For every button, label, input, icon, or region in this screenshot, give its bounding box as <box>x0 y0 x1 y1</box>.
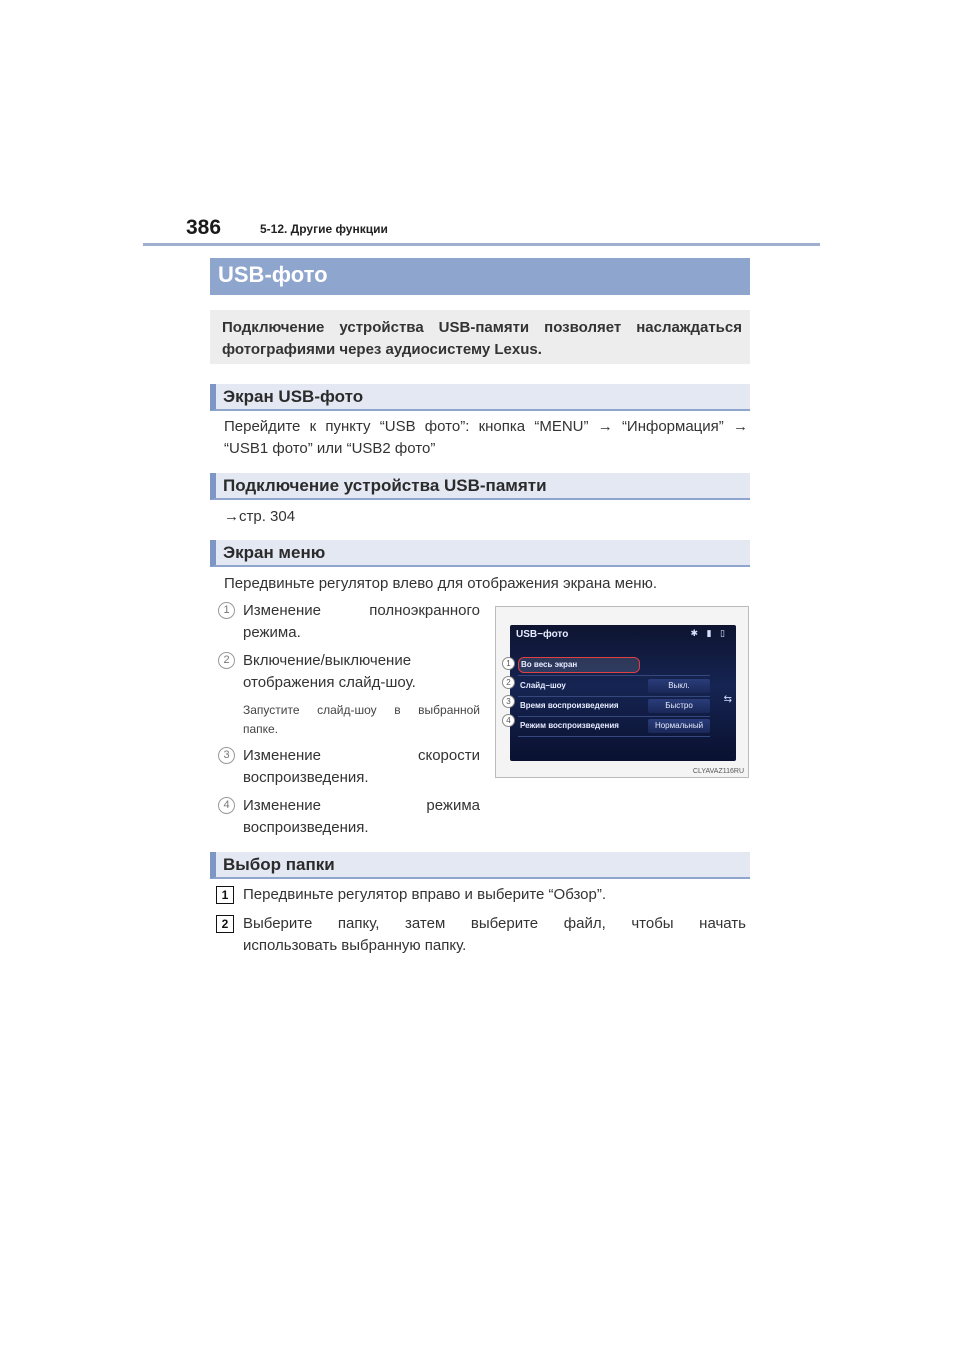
page-number: 386 <box>186 216 222 239</box>
section-heading-connect-label: Подключение устройства USB-памяти <box>223 476 547 495</box>
screen-row-playmode <box>518 719 710 733</box>
screen-title: USB−фото <box>516 629 569 640</box>
item-2-note-line2: папке. <box>243 722 279 736</box>
screen-callout-2: 2 <box>502 676 515 689</box>
step-2-line2: использовать выбранную папку. <box>243 937 467 954</box>
screen-row-slideshow-label: Слайд−шоу <box>520 681 566 690</box>
section-heading-folder <box>210 852 750 879</box>
item-2-line1: Включение/выключение <box>243 652 412 669</box>
step-1-text: Передвиньте регулятор вправо и выберите “Обзор”. <box>243 886 607 903</box>
step-2-line1: Выберите папку, затем выберите файл, чтобы начать <box>243 915 746 932</box>
header-divider <box>143 243 820 246</box>
item-1-line1: Изменение полноэкранного <box>243 602 480 619</box>
screen-row-playmode-label: Режим воспроизведения <box>520 721 619 730</box>
item-2-note-line1: Запустите слайд-шоу в выбранной <box>243 703 480 717</box>
item-number-1: 1 <box>218 602 235 619</box>
display-screen <box>510 625 736 761</box>
section-heading-menu-label: Экран меню <box>223 543 326 562</box>
screen-callout-4: 4 <box>502 714 515 727</box>
screen-divider <box>518 736 710 737</box>
page-title: USB-фото <box>218 262 328 287</box>
image-code: CLYAVAZ116RU <box>692 768 744 775</box>
section-heading-menu <box>210 540 750 567</box>
screen-row-playtime-value: Быстро <box>648 699 710 713</box>
screen-row-fullscreen-label: Во весь экран <box>521 660 578 669</box>
screen-row-fullscreen <box>518 657 640 673</box>
item-number-3: 3 <box>218 747 235 764</box>
item-3-line1: Изменение скорости <box>243 747 480 764</box>
screen-divider <box>518 716 710 717</box>
item-1-line2: режима. <box>243 624 301 641</box>
page-reference: →стр. 304 <box>224 508 296 525</box>
page-title-bar <box>210 258 750 295</box>
screen-row-playtime <box>518 699 710 713</box>
menu-screen-image <box>495 606 749 778</box>
item-4-line2: воспроизведения. <box>243 819 369 836</box>
screen-divider <box>518 675 710 676</box>
item-3-line2: воспроизведения. <box>243 769 369 786</box>
screen-row-slideshow <box>518 679 710 693</box>
item-2-line2: отображения слайд-шоу. <box>243 674 416 691</box>
item-4-line1: Изменение режима <box>243 797 480 814</box>
screen-row-slideshow-value: Выкл. <box>648 679 710 693</box>
section-heading-screen <box>210 384 750 411</box>
screen-divider <box>518 696 710 697</box>
menu-instructions: Передвиньте регулятор влево для отображения экрана меню. <box>224 575 658 592</box>
screen-callout-3: 3 <box>502 695 515 708</box>
screen-row-playtime-label: Время воспроизведения <box>520 701 619 710</box>
intro-text: Подключение устройства USB-памяти позволяет наслаждаться фотографиями через аудиосистему Lexus. <box>222 319 742 358</box>
intro-box <box>210 310 750 364</box>
section-heading-folder-label: Выбор папки <box>223 855 335 874</box>
screen-row-playmode-value: Нормальный <box>648 719 710 733</box>
section-heading-screen-label: Экран USB-фото <box>223 387 364 406</box>
status-icons: ✱ ▮ ▯ <box>690 628 728 638</box>
step-number-2: 2 <box>216 915 234 933</box>
item-number-2: 2 <box>218 652 235 669</box>
screen-instructions: Перейдите к пункту “USB фото”: кнопка “MENU” → “Информация” → “USB1 фото” или “USB2 фото” <box>224 418 748 457</box>
item-number-4: 4 <box>218 797 235 814</box>
screen-callout-1: 1 <box>502 657 515 670</box>
switch-arrows-icon: ⇆ <box>723 694 732 705</box>
chapter-title: 5-12. Другие функции <box>260 222 388 236</box>
step-number-1: 1 <box>216 886 234 904</box>
section-heading-connect <box>210 473 750 500</box>
